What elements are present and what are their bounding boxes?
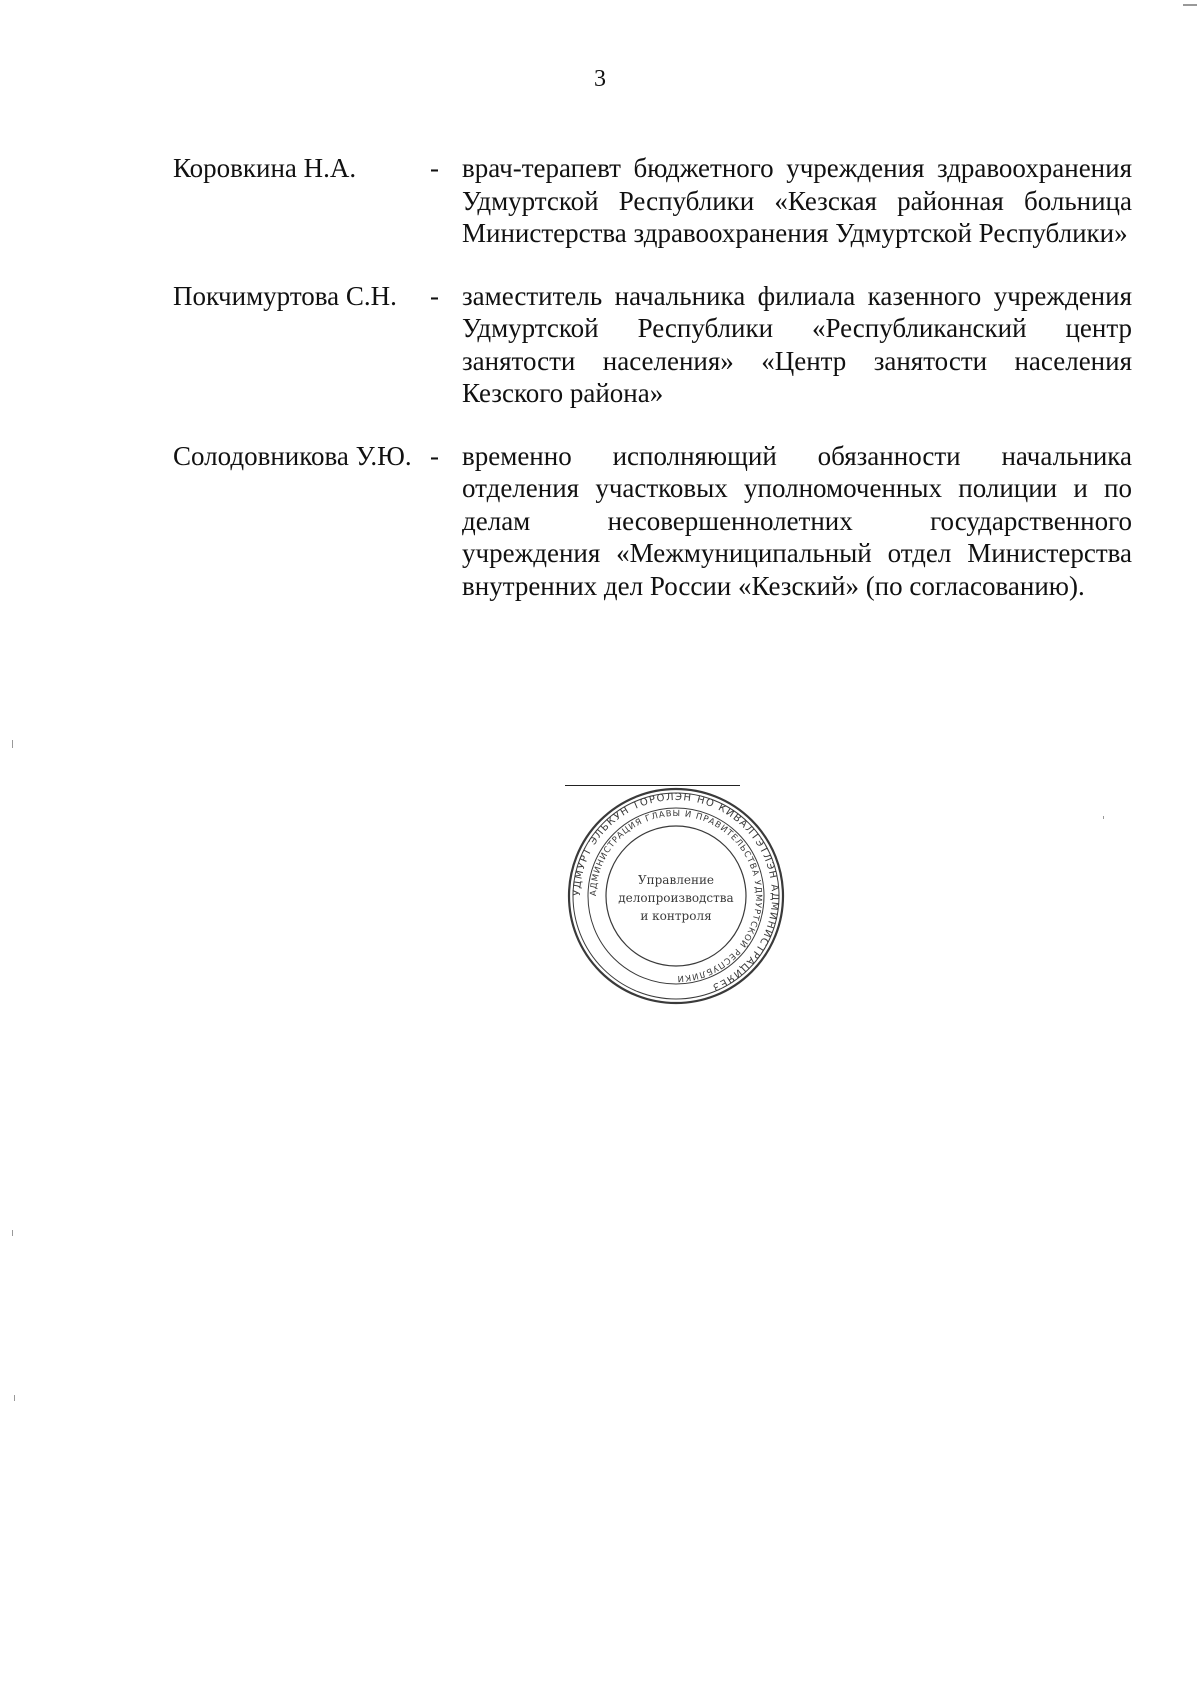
- scan-speck: [12, 1230, 13, 1236]
- member-dash: -: [430, 153, 439, 183]
- member-name: Солодовникова У.Ю.: [173, 440, 412, 471]
- scan-speck: [14, 1395, 15, 1401]
- seal-inner-text: АДМИНИСТРАЦИЯ ГЛАВЫ И ПРАВИТЕЛЬСТВА УДМУРТСКОЙ РЕСПУБЛИКИ: [588, 808, 764, 984]
- member-description: врач-терапевт бюджетного учреждения здравоохранения Удмуртской Республики «Кезская районная больница Министерства здравоохранения Удмуртской Республики»: [462, 153, 1132, 248]
- member-list: [173, 152, 1133, 632]
- scan-speck: [1183, 4, 1197, 6]
- page-number: 3: [594, 66, 606, 92]
- scan-speck: [12, 740, 13, 748]
- scan-speck: [1103, 816, 1104, 819]
- seal-center-line: Управление: [637, 873, 715, 887]
- member-description: заместитель начальника филиала казенного учреждения Удмуртской Республики «Республиканский центр занятости населения» «Центр занятости населения Кезского района»: [462, 280, 1132, 408]
- seal-center-line: делопроизводства: [618, 891, 734, 905]
- member-row: [173, 280, 1133, 410]
- member-name: Покчимуртова С.Н.: [173, 280, 397, 311]
- member-dash: -: [430, 280, 439, 311]
- member-name: Коровкина Н.А.: [173, 153, 357, 183]
- member-dash: -: [430, 440, 439, 471]
- member-description: временно исполняющий обязанности начальника отделения участковых уполномоченных полиции и по делам несовершеннолетних государственного учреждения «Межмуниципальный отдел Министерства внутренних дел России «Кезский» (по согласованию).: [462, 440, 1132, 601]
- member-row: [173, 440, 1133, 603]
- member-row: [173, 152, 1133, 250]
- seal-outer-text: УДМУРТ ЭЛЬКУН ТОРОЛЭН НО КИВАЛТЭТЛЭН АДМИНИСТРАЦИЯЕЗ: [571, 791, 781, 993]
- seal-center-line: и контроля: [640, 909, 712, 923]
- official-seal: [566, 786, 786, 1006]
